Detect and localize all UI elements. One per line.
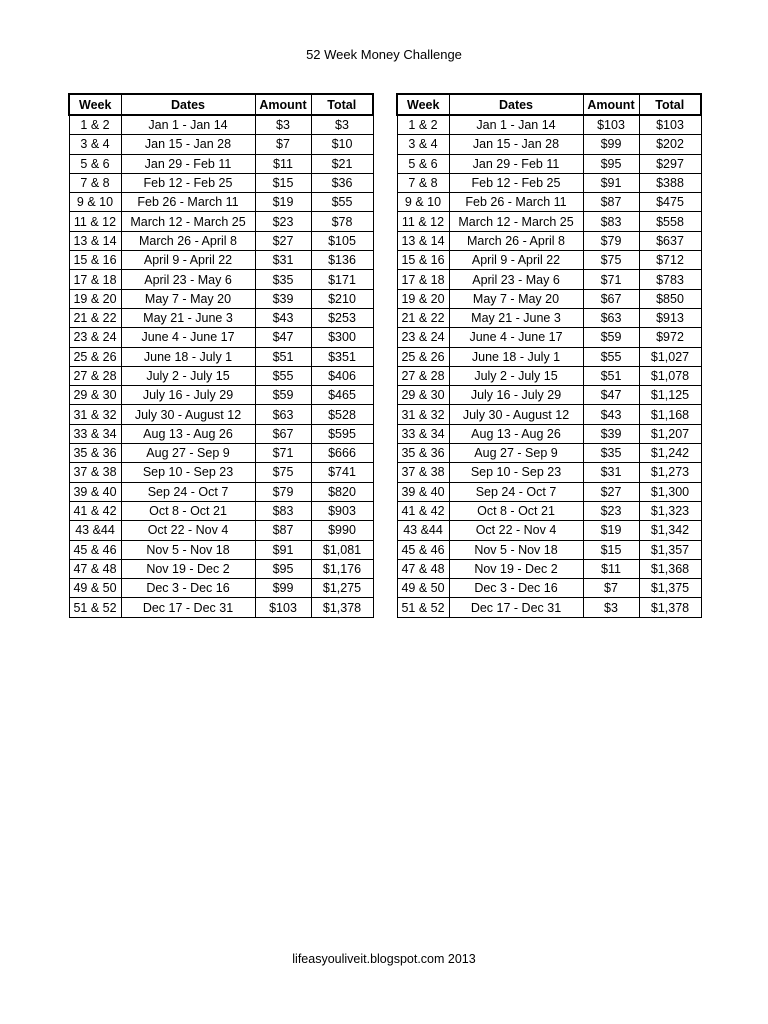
cell-total: $105 [311,231,373,250]
cell-amount: $31 [583,463,639,482]
cell-amount: $3 [583,598,639,617]
cell-amount: $7 [255,135,311,154]
cell-total: $903 [311,501,373,520]
cell-total: $990 [311,521,373,540]
cell-dates: March 26 - April 8 [449,231,583,250]
table-row [69,173,373,192]
cell-dates: Aug 27 - Sep 9 [449,444,583,463]
cell-dates: Nov 5 - Nov 18 [449,540,583,559]
table-row [397,308,701,327]
cell-dates: March 12 - March 25 [121,212,255,231]
cell-amount: $51 [583,366,639,385]
table-row [397,251,701,270]
cell-total: $1,357 [639,540,701,559]
cell-week: 23 & 24 [397,328,449,347]
cell-dates: Jan 29 - Feb 11 [121,154,255,173]
challenge-table-ascending [68,93,374,618]
cell-dates: July 16 - July 29 [121,386,255,405]
cell-week: 47 & 48 [397,559,449,578]
cell-amount: $59 [255,386,311,405]
cell-week: 51 & 52 [69,598,121,617]
header-total: Total [311,94,373,115]
cell-dates: Dec 17 - Dec 31 [449,598,583,617]
cell-dates: Sep 10 - Sep 23 [449,463,583,482]
cell-dates: Aug 13 - Aug 26 [449,424,583,443]
cell-dates: Nov 19 - Dec 2 [121,559,255,578]
cell-dates: Aug 13 - Aug 26 [121,424,255,443]
cell-dates: July 2 - July 15 [121,366,255,385]
table-row [397,424,701,443]
table-row [397,135,701,154]
cell-amount: $15 [583,540,639,559]
table-row [397,115,701,135]
cell-dates: Sep 10 - Sep 23 [121,463,255,482]
cell-week: 35 & 36 [397,444,449,463]
cell-dates: July 16 - July 29 [449,386,583,405]
cell-dates: Nov 19 - Dec 2 [449,559,583,578]
header-total: Total [639,94,701,115]
cell-dates: Oct 22 - Nov 4 [449,521,583,540]
header-dates: Dates [121,94,255,115]
cell-week: 43 &44 [69,521,121,540]
cell-week: 17 & 18 [397,270,449,289]
cell-week: 11 & 12 [397,212,449,231]
cell-amount: $11 [255,154,311,173]
cell-total: $712 [639,251,701,270]
header-week: Week [69,94,121,115]
cell-total: $1,323 [639,501,701,520]
cell-week: 5 & 6 [69,154,121,173]
table-row [69,251,373,270]
cell-total: $528 [311,405,373,424]
cell-total: $820 [311,482,373,501]
table-row [69,231,373,250]
cell-week: 19 & 20 [69,289,121,308]
cell-dates: Dec 17 - Dec 31 [121,598,255,617]
table-row [69,521,373,540]
cell-total: $351 [311,347,373,366]
cell-total: $10 [311,135,373,154]
cell-total: $1,027 [639,347,701,366]
table-row [69,463,373,482]
cell-dates: Jan 1 - Jan 14 [449,115,583,135]
table-row [69,386,373,405]
cell-week: 27 & 28 [397,366,449,385]
cell-amount: $59 [583,328,639,347]
cell-total: $1,375 [639,579,701,598]
cell-week: 25 & 26 [397,347,449,366]
cell-total: $406 [311,366,373,385]
cell-total: $1,378 [311,598,373,617]
cell-week: 7 & 8 [397,173,449,192]
cell-total: $210 [311,289,373,308]
cell-week: 51 & 52 [397,598,449,617]
challenge-table-descending [396,93,702,618]
cell-amount: $3 [255,115,311,135]
cell-dates: Jan 29 - Feb 11 [449,154,583,173]
table-row [397,212,701,231]
table-row [69,501,373,520]
cell-amount: $43 [255,308,311,327]
cell-week: 15 & 16 [397,251,449,270]
cell-total: $475 [639,193,701,212]
cell-week: 23 & 24 [69,328,121,347]
table-row [69,424,373,443]
cell-week: 13 & 14 [69,231,121,250]
cell-total: $202 [639,135,701,154]
cell-dates: July 30 - August 12 [121,405,255,424]
cell-total: $913 [639,308,701,327]
cell-week: 41 & 42 [397,501,449,520]
cell-amount: $99 [583,135,639,154]
table-row [69,366,373,385]
cell-dates: July 2 - July 15 [449,366,583,385]
cell-week: 31 & 32 [397,405,449,424]
cell-amount: $63 [255,405,311,424]
table-row [69,289,373,308]
cell-total: $1,368 [639,559,701,578]
cell-week: 39 & 40 [397,482,449,501]
cell-week: 1 & 2 [69,115,121,135]
cell-week: 25 & 26 [69,347,121,366]
cell-amount: $99 [255,579,311,598]
cell-week: 17 & 18 [69,270,121,289]
cell-week: 43 &44 [397,521,449,540]
cell-amount: $35 [255,270,311,289]
cell-total: $465 [311,386,373,405]
cell-dates: March 12 - March 25 [449,212,583,231]
cell-amount: $75 [583,251,639,270]
cell-amount: $83 [255,501,311,520]
table-row [69,154,373,173]
cell-amount: $35 [583,444,639,463]
header-amount: Amount [583,94,639,115]
table-row [397,444,701,463]
cell-week: 37 & 38 [397,463,449,482]
cell-amount: $87 [255,521,311,540]
cell-total: $253 [311,308,373,327]
table-row [397,386,701,405]
table-row [397,559,701,578]
cell-week: 29 & 30 [397,386,449,405]
cell-total: $637 [639,231,701,250]
cell-week: 1 & 2 [397,115,449,135]
cell-amount: $23 [583,501,639,520]
cell-week: 47 & 48 [69,559,121,578]
cell-week: 5 & 6 [397,154,449,173]
cell-total: $595 [311,424,373,443]
table-row [69,328,373,347]
cell-amount: $75 [255,463,311,482]
cell-total: $1,342 [639,521,701,540]
table-row [397,231,701,250]
cell-amount: $103 [255,598,311,617]
cell-amount: $87 [583,193,639,212]
cell-week: 31 & 32 [69,405,121,424]
cell-amount: $103 [583,115,639,135]
cell-dates: Jan 15 - Jan 28 [449,135,583,154]
cell-total: $972 [639,328,701,347]
cell-week: 33 & 34 [69,424,121,443]
table-row [69,444,373,463]
cell-week: 7 & 8 [69,173,121,192]
cell-week: 21 & 22 [69,308,121,327]
cell-week: 9 & 10 [69,193,121,212]
cell-total: $1,378 [639,598,701,617]
cell-dates: June 4 - June 17 [121,328,255,347]
cell-amount: $19 [255,193,311,212]
table-row [397,501,701,520]
cell-amount: $15 [255,173,311,192]
table-row [397,347,701,366]
cell-total: $666 [311,444,373,463]
cell-dates: April 23 - May 6 [121,270,255,289]
cell-amount: $39 [255,289,311,308]
table-row [397,579,701,598]
cell-week: 45 & 46 [397,540,449,559]
cell-amount: $79 [583,231,639,250]
table-row [69,115,373,135]
cell-week: 37 & 38 [69,463,121,482]
cell-amount: $47 [583,386,639,405]
cell-amount: $95 [583,154,639,173]
cell-dates: Jan 1 - Jan 14 [121,115,255,135]
cell-total: $1,176 [311,559,373,578]
cell-week: 11 & 12 [69,212,121,231]
cell-dates: Dec 3 - Dec 16 [449,579,583,598]
cell-dates: Feb 26 - March 11 [449,193,583,212]
cell-total: $3 [311,115,373,135]
header-amount: Amount [255,94,311,115]
cell-dates: Oct 22 - Nov 4 [121,521,255,540]
cell-total: $136 [311,251,373,270]
table-row [397,463,701,482]
cell-dates: Nov 5 - Nov 18 [121,540,255,559]
header-dates: Dates [449,94,583,115]
cell-total: $1,273 [639,463,701,482]
cell-amount: $43 [583,405,639,424]
cell-amount: $47 [255,328,311,347]
cell-amount: $63 [583,308,639,327]
table-header-row [69,94,373,115]
cell-dates: May 7 - May 20 [449,289,583,308]
cell-week: 35 & 36 [69,444,121,463]
cell-dates: April 9 - April 22 [121,251,255,270]
cell-amount: $79 [255,482,311,501]
table-row [69,559,373,578]
cell-dates: Sep 24 - Oct 7 [121,482,255,501]
cell-total: $741 [311,463,373,482]
cell-week: 9 & 10 [397,193,449,212]
table-row [397,482,701,501]
cell-dates: May 7 - May 20 [121,289,255,308]
cell-amount: $71 [255,444,311,463]
table-row [397,289,701,308]
footer-credit: lifeasyouliveit.blogspot.com 2013 [292,952,476,966]
table-header-row [397,94,701,115]
table-row [397,173,701,192]
cell-total: $55 [311,193,373,212]
cell-amount: $27 [583,482,639,501]
cell-dates: Feb 26 - March 11 [121,193,255,212]
cell-dates: Oct 8 - Oct 21 [449,501,583,520]
cell-week: 33 & 34 [397,424,449,443]
cell-total: $300 [311,328,373,347]
cell-dates: Aug 27 - Sep 9 [121,444,255,463]
cell-week: 49 & 50 [69,579,121,598]
cell-total: $1,275 [311,579,373,598]
cell-week: 49 & 50 [397,579,449,598]
cell-total: $21 [311,154,373,173]
cell-amount: $11 [583,559,639,578]
cell-amount: $67 [583,289,639,308]
cell-amount: $55 [255,366,311,385]
cell-amount: $55 [583,347,639,366]
cell-week: 27 & 28 [69,366,121,385]
cell-dates: June 18 - July 1 [121,347,255,366]
cell-dates: Sep 24 - Oct 7 [449,482,583,501]
table-row [397,270,701,289]
cell-amount: $51 [255,347,311,366]
cell-week: 3 & 4 [69,135,121,154]
cell-dates: March 26 - April 8 [121,231,255,250]
cell-week: 39 & 40 [69,482,121,501]
table-row [397,193,701,212]
table-row [397,154,701,173]
table-row [69,579,373,598]
cell-amount: $19 [583,521,639,540]
cell-amount: $67 [255,424,311,443]
table-row [69,270,373,289]
cell-week: 13 & 14 [397,231,449,250]
cell-amount: $83 [583,212,639,231]
cell-week: 3 & 4 [397,135,449,154]
table-row [397,598,701,617]
cell-week: 21 & 22 [397,308,449,327]
cell-dates: May 21 - June 3 [121,308,255,327]
cell-dates: April 23 - May 6 [449,270,583,289]
cell-week: 15 & 16 [69,251,121,270]
cell-total: $297 [639,154,701,173]
cell-total: $850 [639,289,701,308]
cell-total: $171 [311,270,373,289]
cell-amount: $91 [583,173,639,192]
cell-dates: May 21 - June 3 [449,308,583,327]
cell-total: $388 [639,173,701,192]
cell-total: $1,168 [639,405,701,424]
table-row [397,405,701,424]
cell-amount: $7 [583,579,639,598]
cell-total: $1,207 [639,424,701,443]
cell-amount: $31 [255,251,311,270]
cell-dates: July 30 - August 12 [449,405,583,424]
cell-total: $558 [639,212,701,231]
cell-total: $78 [311,212,373,231]
cell-week: 45 & 46 [69,540,121,559]
table-row [69,405,373,424]
cell-total: $1,242 [639,444,701,463]
table-row [397,328,701,347]
cell-amount: $23 [255,212,311,231]
table-row [69,482,373,501]
cell-dates: June 4 - June 17 [449,328,583,347]
cell-dates: June 18 - July 1 [449,347,583,366]
cell-amount: $91 [255,540,311,559]
table-row [397,366,701,385]
cell-dates: Jan 15 - Jan 28 [121,135,255,154]
cell-week: 41 & 42 [69,501,121,520]
table-row [69,598,373,617]
header-week: Week [397,94,449,115]
cell-total: $1,081 [311,540,373,559]
cell-amount: $27 [255,231,311,250]
cell-amount: $71 [583,270,639,289]
cell-dates: Feb 12 - Feb 25 [121,173,255,192]
cell-amount: $39 [583,424,639,443]
table-row [69,135,373,154]
cell-total: $1,125 [639,386,701,405]
table-row [397,521,701,540]
cell-dates: April 9 - April 22 [449,251,583,270]
page-title: 52 Week Money Challenge [306,47,462,62]
cell-dates: Feb 12 - Feb 25 [449,173,583,192]
cell-dates: Dec 3 - Dec 16 [121,579,255,598]
cell-week: 19 & 20 [397,289,449,308]
cell-total: $1,300 [639,482,701,501]
table-row [69,212,373,231]
table-row [69,308,373,327]
cell-total: $1,078 [639,366,701,385]
cell-week: 29 & 30 [69,386,121,405]
table-row [69,193,373,212]
cell-total: $783 [639,270,701,289]
cell-dates: Oct 8 - Oct 21 [121,501,255,520]
cell-total: $103 [639,115,701,135]
cell-total: $36 [311,173,373,192]
cell-amount: $95 [255,559,311,578]
table-row [69,347,373,366]
table-row [397,540,701,559]
table-row [69,540,373,559]
